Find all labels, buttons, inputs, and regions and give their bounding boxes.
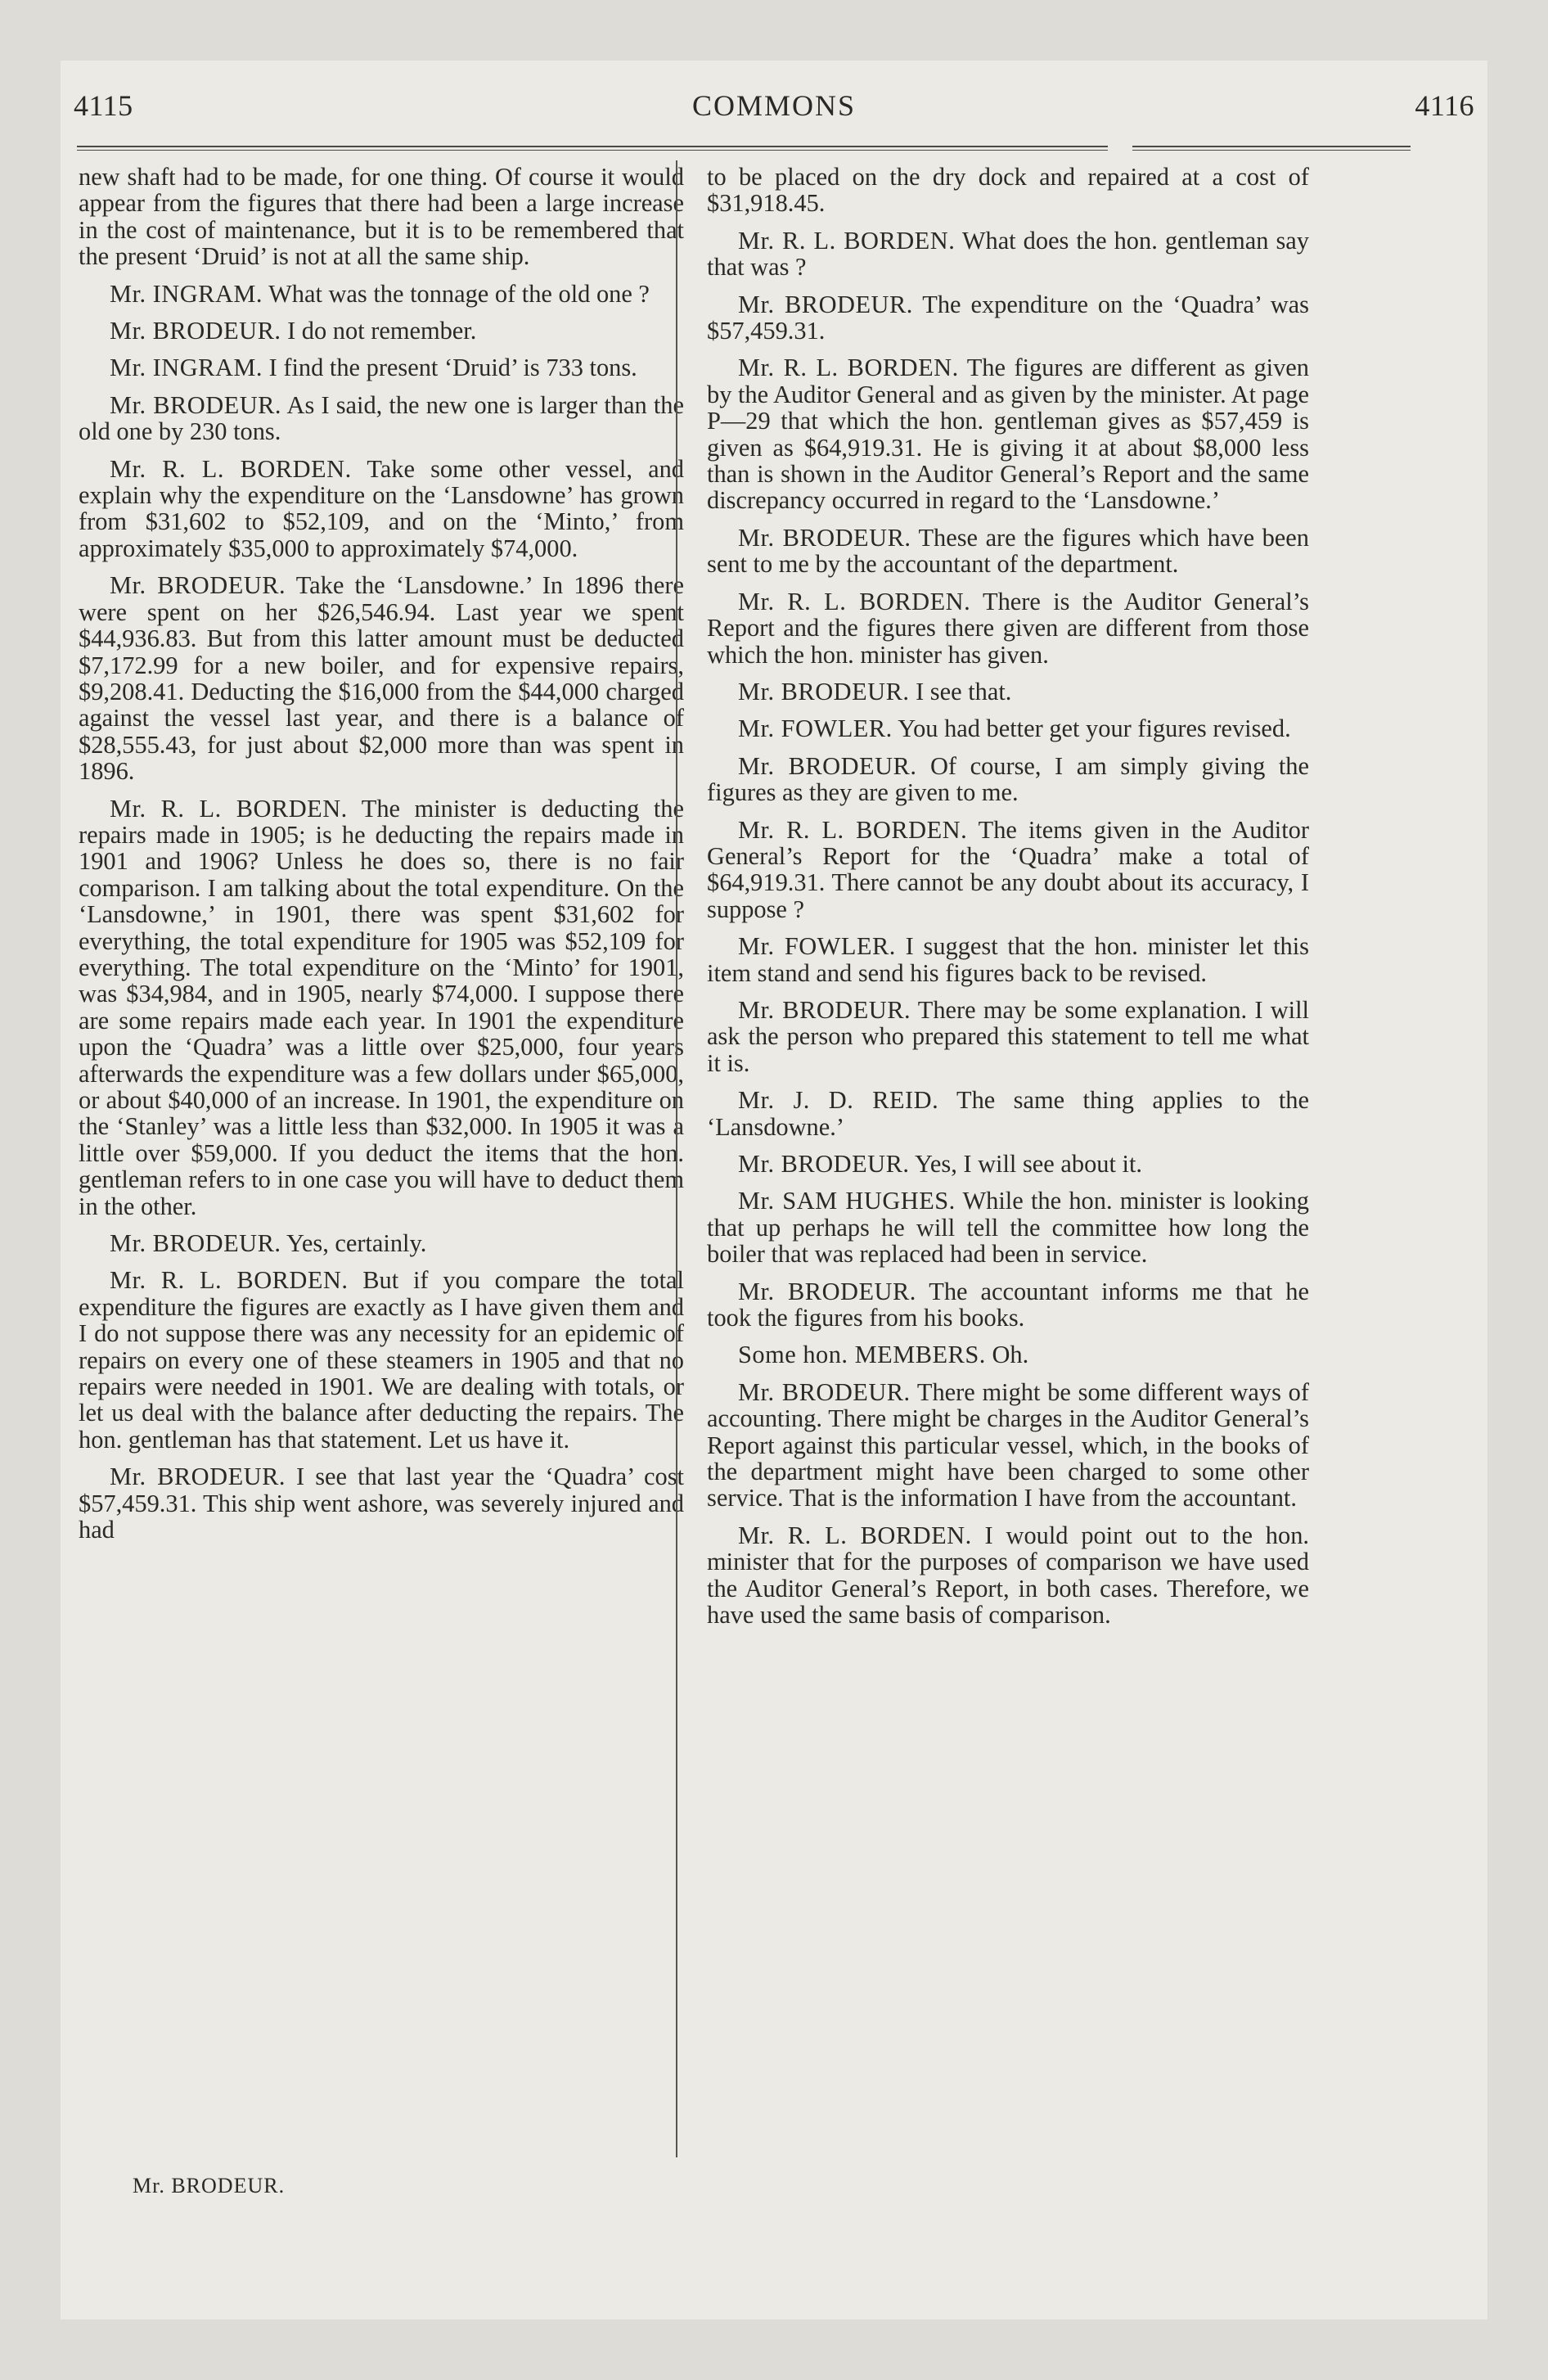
speaker-name: Mr. BRODEUR. (110, 390, 282, 419)
speech-text: Of course, I am simply giving the figures as they are given to me. (707, 751, 1309, 807)
paragraph (707, 354, 1309, 513)
speaker-name: Mr. BRODEUR. (110, 317, 281, 345)
paragraph (79, 281, 684, 307)
paragraph (707, 817, 1309, 923)
running-title: COMMONS (691, 89, 857, 122)
speaker-name: Mr. R. L. BORDEN. (110, 794, 348, 823)
speaker-name: Mr. INGRAM. (110, 279, 263, 308)
speech-text: But if you compare the total expenditure the figures are exactly as I have given them and I do not suppose there was any necessity for an epidemic of repairs on every one of these steamers in 1905 and that no repairs were needed in 1901. We are dealing with totals, or let us deal with the balance after deducting the repairs. The hon. gentleman has that statement. Let us have it. (79, 1266, 684, 1454)
speech-text: Yes, certainly. (286, 1229, 427, 1258)
speaker-name: Mr. R. L. BORDEN. (738, 354, 959, 382)
speech-text: I would point out to the hon. minister that for the purposes of comparison we have used the Auditor General’s Report, in both cases. Therefore, we have used the same basis of comparison. (707, 1521, 1309, 1629)
paragraph (79, 318, 684, 344)
speech-text: What does the hon. gentleman say that was ? (707, 226, 1309, 282)
speaker-name: Mr. R. L. BORDEN. (738, 226, 956, 255)
speaker-name: Mr. R. L. BORDEN. (110, 1266, 349, 1295)
speaker-name: Mr. BRODEUR. (738, 1277, 916, 1305)
paragraph (707, 164, 1309, 217)
speaker-name: Mr. SAM HUGHES. (738, 1187, 956, 1215)
header-rule-right (1132, 146, 1411, 151)
speaker-name: Mr. R. L. BORDEN. (738, 815, 968, 844)
speaker-name: Mr. FOWLER. (738, 714, 893, 743)
paragraph (79, 354, 684, 381)
speaker-name: Mr. BRODEUR. (738, 677, 910, 705)
speaker-name: Mr. BRODEUR. (738, 290, 913, 318)
speech-text: There may be some explanation. I will ask the person who prepared this statement to tell me what it is. (707, 995, 1309, 1077)
speech-text: You had better get your figures revised. (898, 714, 1291, 743)
paragraph (707, 1341, 1309, 1368)
speaker-name: Mr. R. L. BORDEN. (738, 587, 971, 615)
speaker-name: Mr. INGRAM. (110, 354, 263, 382)
speaker-name: Mr. BRODEUR. (738, 1150, 910, 1178)
column-divider (676, 160, 677, 2157)
left-column (79, 164, 684, 1554)
paragraph (79, 572, 684, 784)
speech-text: The expenditure on the ‘Quadra’ was $57,459.31. (707, 290, 1309, 345)
speech-text: I find the present ‘Druid’ is 733 tons. (268, 354, 637, 382)
speaker-name: Mr. BRODEUR. (110, 1229, 281, 1258)
speaker-name: Some hon. MEMBERS. (738, 1341, 986, 1369)
speaker-name: Mr. FOWLER. (738, 932, 896, 961)
paragraph (707, 753, 1309, 806)
speaker-name: Mr. BRODEUR. (110, 571, 286, 600)
footer-catchword: Mr. BRODEUR. (133, 2174, 286, 2197)
speech-text: The minister is deducting the repairs made in 1905; is he deducting the repairs made in 1901 and 1906? Unless he does so, there is no fair comparison. I am talking about the total expenditure. On the ‘Lansdowne,’ in 1901, there was spent $31,602 for everything, the total expenditure for 1905 was $52,109 for everything. The total expenditure on the ‘Minto’ for 1901, was $34,984, and in 1905, nearly $74,000. I suppose there are some repairs made each year. In 1901 the expenditure upon the ‘Quadra’ was a little over $25,000, four years afterwards the expenditure was a few dollars under $65,000, or about $40,000 of an increase. In 1901, the expenditure on the ‘Stanley’ was a little less than $32,000. In 1905 it was a little over $59,000. If you deduct the items that the hon. gentleman refers to in one case you will have to deduct them in the other. (79, 794, 684, 1220)
speech-text: The figures are different as given by the Auditor General and as given by the minister. At page P—29 that which the hon. gentleman gives as $57,459 is given as $64,919.31. He is giving it at about $8,000 less than is shown in the Auditor General’s Report and the same discrepancy occurred in regard to the ‘Lansdowne.’ (707, 354, 1309, 515)
speaker-name: Mr. BRODEUR. (738, 751, 917, 780)
speaker-name: Mr. BRODEUR. (110, 1463, 286, 1491)
paragraph (79, 164, 684, 270)
speech-text: The same thing applies to the ‘Lansdowne.’ (707, 1086, 1309, 1141)
paragraph (79, 1463, 684, 1543)
header-rule-left (77, 146, 1108, 151)
speech-text: Take some other vessel, and explain why the expenditure on the ‘Lansdowne’ has grown from $31,602 to $52,109, and on the ‘Minto,’ from approximately $35,000 to approximately $74,000. (79, 454, 684, 562)
paragraph (707, 228, 1309, 281)
paragraph (707, 588, 1309, 668)
speech-text: The items given in the Auditor General’s Report for the ‘Quadra’ make a total of $64,919.31. There cannot be any doubt about its accuracy, I suppose ? (707, 815, 1309, 923)
speech-text: As I said, the new one is larger than the old one by 230 tons. (79, 390, 684, 446)
paragraph (707, 933, 1309, 986)
speech-text: There is the Auditor General’s Report and the figures there given are different from those which the hon. minister has given. (707, 587, 1309, 669)
speaker-name: Mr. J. D. REID. (738, 1086, 939, 1115)
paragraph (707, 1379, 1309, 1512)
speech-text: The accountant informs me that he took the figures from his books. (707, 1277, 1309, 1332)
speaker-name: Mr. BRODEUR. (738, 523, 911, 552)
paragraph (79, 796, 684, 1220)
paragraph (707, 291, 1309, 345)
page-header (74, 88, 1474, 137)
paragraph (707, 525, 1309, 578)
speaker-name: Mr. R. L. BORDEN. (738, 1521, 972, 1549)
speech-text: I suggest that the hon. minister let this item stand and send his figures back to be revised. (707, 932, 1309, 987)
speaker-name: Mr. BRODEUR. (738, 995, 911, 1024)
speech-text: These are the figures which have been sent to me by the accountant of the department. (707, 523, 1309, 579)
speech-text: new shaft had to be made, for one thing. Of course it would appear from the figures that there had been a large increase in the cost of maintenance, but it is to be remembered that the present ‘Druid’ is not at all the same ship. (79, 163, 684, 271)
speech-text: I see that. (916, 677, 1012, 705)
speaker-name: Mr. R. L. BORDEN. (110, 454, 352, 483)
speaker-name: Mr. BRODEUR. (738, 1377, 911, 1406)
paragraph (79, 392, 684, 445)
paragraph (707, 1522, 1309, 1629)
speech-text: Oh. (992, 1341, 1029, 1369)
page-number-left: 4115 (74, 89, 133, 122)
speech-text: to be placed on the dry dock and repaired at a cost of $31,918.45. (707, 163, 1309, 218)
paragraph (707, 1278, 1309, 1332)
paragraph (79, 1267, 684, 1453)
speech-text: Take the ‘Lansdowne.’ In 1896 there were spent on her $26,546.94. Last year we spent $44,936.83. But from this latter amount must be deducted $7,172.99 for a new boiler, and for expensive repairs, $9,208.41. Deducting the $16,000 from the $44,000 charged against the vessel last year, and there is a balance of $28,555.43, for just about $2,000 more than was spent in 1896. (79, 571, 684, 786)
speech-text: Yes, I will see about it. (914, 1150, 1142, 1178)
speech-text: There might be some different ways of accounting. There might be charges in the Auditor General’s Report against this particular vessel, which, in the books of the department might have been charged to some other service. That is the information I have from the accountant. (707, 1377, 1309, 1512)
paragraph (707, 1188, 1309, 1267)
right-column (707, 164, 1309, 1639)
paragraph (79, 456, 684, 562)
paragraph (707, 1087, 1309, 1140)
paragraph (707, 1151, 1309, 1177)
paragraph (79, 1230, 684, 1256)
speech-text: What was the tonnage of the old one ? (268, 279, 650, 308)
paragraph (707, 715, 1309, 741)
page-number-right: 4116 (1415, 89, 1474, 122)
speech-text: I see that last year the ‘Quadra’ cost $57,459.31. This ship went ashore, was severely injured and had (79, 1463, 684, 1544)
paragraph (707, 997, 1309, 1076)
speech-text: While the hon. minister is looking that up perhaps he will tell the committee how long the boiler that was replaced had been in service. (707, 1187, 1309, 1269)
paragraph (707, 678, 1309, 705)
speech-text: I do not remember. (287, 317, 477, 345)
